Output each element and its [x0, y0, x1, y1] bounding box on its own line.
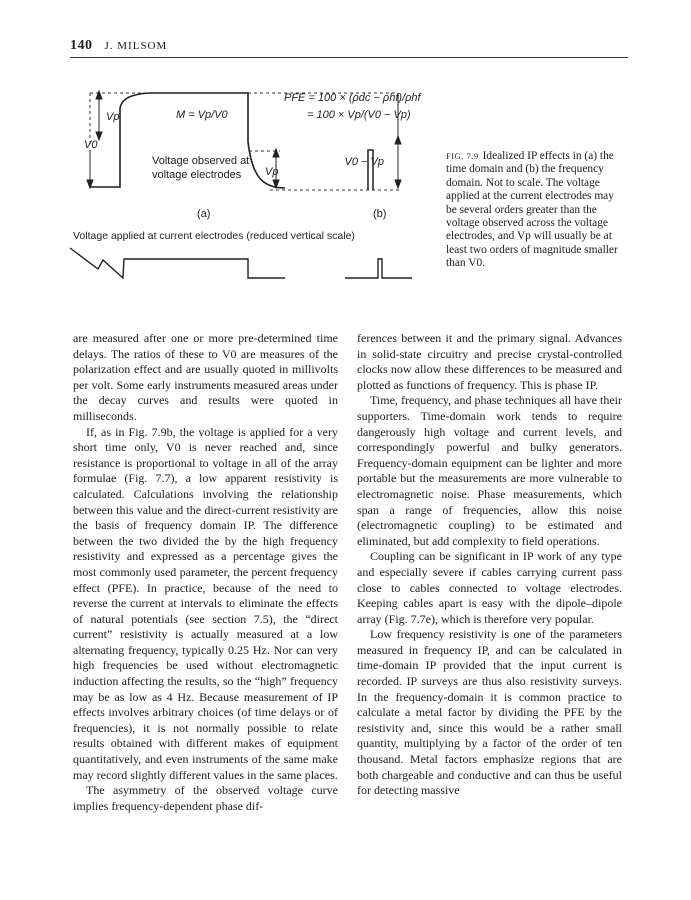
formula-line-2: = 100 × Vp/(V0 − Vp) [307, 109, 411, 121]
applied-voltage-label: Voltage applied at current electrodes (reduced vertical scale) [73, 230, 355, 242]
v0-label: V0 [84, 139, 98, 151]
formula-line-1: PFE = 100 × (ρdc − ρhf)/ρhf [284, 92, 421, 104]
vp-label-a: Vp [106, 111, 120, 123]
panel-b-label: (b) [373, 208, 387, 220]
paragraph: Low frequency resistivity is one of the parameters measured in frequency IP, and can be calculated in time-domain IP provided that the input current is recorded. IP surveys are thus also resistivity surveys. In the frequency-domain it is common practice to calculate a metal factor by dividing the PFE by the resistivity and, since this would be a rather small quantity, multiplying by a factor of the order of ten thousand. Metal factors emphasize regions that are both chargeable and conductive and can thus be useful for detecting massive [357, 627, 622, 798]
m-label: M = Vp/V0 [176, 109, 228, 121]
page-number: 140 [70, 38, 93, 53]
paragraph: Coupling can be significant in IP work of any type and especially severe if cables carrying current pass close to cables connected to voltage electrodes. Keeping cables apart is easy with the dipole–dipole array (Fig. 7.7e), which is therefore very popular. [357, 549, 622, 626]
paragraph: The asymmetry of the observed voltage curve implies frequency-dependent phase dif- [73, 783, 338, 813]
observed-label-line2: voltage electrodes [152, 169, 242, 181]
panel-a-label: (a) [197, 208, 211, 220]
dashed-reference-lines [90, 93, 400, 190]
caption-text: Idealized IP effects in (a) the time domain and (b) the frequency domain. Not to scale. The voltage applied at the current electrodes may be several orders greater than the voltage observed across the voltage electrodes, and Vp will usually be at least two orders of magnitude smaller than V0. [446, 150, 618, 270]
applied-voltage-curve-a [70, 248, 285, 278]
paragraph: are measured after one or more pre-determined time delays. The ratios of these to V0 are measures of the polarization effect and are usually quoted in millivolts per volt. Some early instruments measured areas under the decay curves and results were quoted in milliseconds. [73, 331, 338, 423]
figure-caption [446, 150, 622, 271]
running-author: J. MILSOM [104, 40, 168, 52]
observed-label-line1: Voltage observed at [152, 155, 250, 167]
difference-label: V0 − Vp [344, 156, 384, 168]
vp-label-b: Vp [265, 166, 279, 178]
applied-voltage-curve-b [345, 259, 412, 278]
text-column-right [357, 331, 622, 799]
paragraph: If, as in Fig. 7.9b, the voltage is applied for a very short time only, V0 is never reached and, since resistance is proportional to voltage in all of the array formulae (Fig. 7.7), a low apparent resistivity is calculated. Calculations involving the relationship between this value and the direct-current resistivity are the basis of frequency domain IP. The difference between the two divided the by the high frequency resistivity and expressed as a percentage gives the most commonly used parameter, the percent frequency effect (PFE). In practice, because of the need to reverse the current at intervals to eliminate the effects of natural potentials (see section 7.5), the “direct current” resistivity is actually measured at a low alternating frequency, typically 0.25 Hz. Nor can very high frequencies be used without electromagnetic induction affecting the results, so the “high” frequency may be as low as 4 Hz. Because measurement of IP effects involves arbitrary choices (of time delays or of frequencies), it is not normally possible to relate results obtained with different makes of equipment quantitatively, and even instruments of the same make may record slightly different values in the same places. [73, 424, 338, 782]
paragraph: Time, frequency, and phase techniques all have their supporters. Time-domain work tends to require dangerously high voltage and current levels, and correspondingly powerful and bulky generators. Frequency-domain equipment can be lighter and more portable but the measurements are more vulnerable to electromagnetic noise. Phase measurements, which span a range of frequencies, allow this noise (electromagnetic coupling) to be estimated and eliminated, but add complexity to field operations. [357, 393, 622, 548]
text-column-left [73, 331, 338, 814]
caption-label: FIG. 7.9 [446, 151, 479, 161]
paragraph: ferences between it and the primary signal. Advances in solid-state circuitry and precise crystal-controlled clocks now allow these differences to be measured and plotted as functions of frequency. This is phase IP. [357, 331, 622, 392]
dimension-arrows [87, 91, 401, 188]
